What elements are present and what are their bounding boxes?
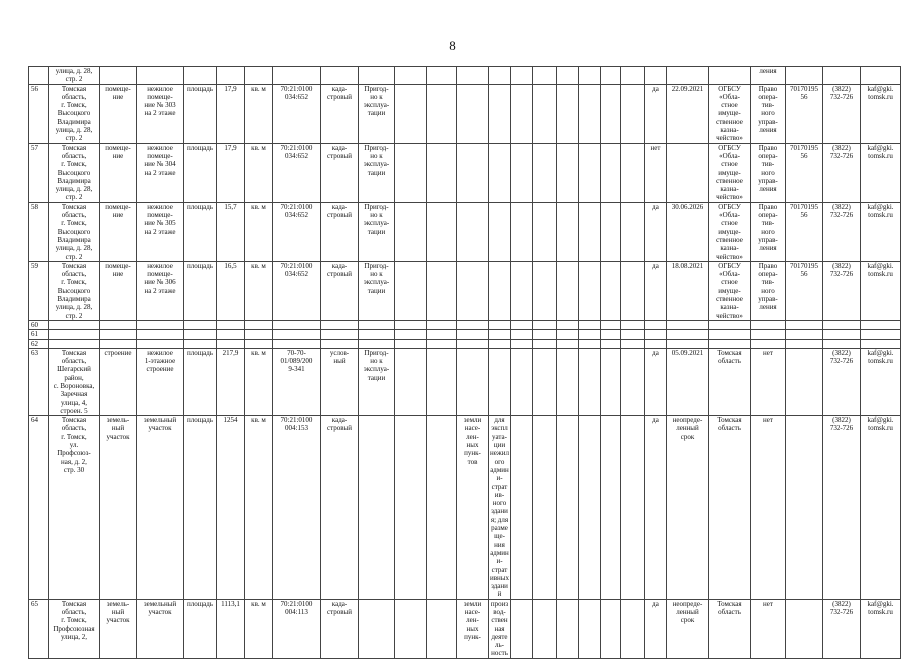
cell-condition bbox=[359, 416, 395, 600]
cell-empty bbox=[533, 143, 557, 202]
cell-empty bbox=[273, 330, 321, 339]
cell-right-type: Право опера- тив- ного управ- ления bbox=[751, 84, 786, 143]
cell-empty bbox=[601, 143, 621, 202]
table-row bbox=[29, 143, 901, 202]
cell-empty bbox=[751, 339, 786, 348]
cell-address: Томская область, г. Томск, Высоцкого Владимира улица, д. 28, стр. 2 bbox=[49, 261, 100, 320]
cell-encumbrance: да bbox=[645, 261, 667, 320]
cell-value: 217,9 bbox=[217, 348, 245, 415]
cell-empty bbox=[245, 320, 273, 329]
table-row bbox=[29, 84, 901, 143]
cell-empty bbox=[601, 202, 621, 261]
cell-empty bbox=[511, 261, 533, 320]
cell-encumbrance: да bbox=[645, 416, 667, 600]
cell-empty bbox=[359, 330, 395, 339]
cell-empty bbox=[184, 330, 217, 339]
cell-number-type: када- стровый bbox=[321, 416, 359, 600]
table-row bbox=[29, 202, 901, 261]
cell-empty bbox=[533, 320, 557, 329]
cell-holder: ОГБСУ «Обла- стное имуще- ственное казна- чейство» bbox=[709, 261, 751, 320]
cell-empty bbox=[621, 202, 645, 261]
cell-empty bbox=[533, 339, 557, 348]
cell-empty bbox=[457, 330, 489, 339]
cell-unit: кв. м bbox=[245, 348, 273, 415]
cell-empty bbox=[395, 143, 427, 202]
cell-empty bbox=[621, 261, 645, 320]
cell-empty bbox=[533, 261, 557, 320]
cell-empty bbox=[427, 416, 457, 600]
cell-holder: Томская область bbox=[709, 599, 751, 658]
cell-cadastral-number: 70:21:0100 004:113 bbox=[273, 599, 321, 658]
cell-empty bbox=[489, 339, 511, 348]
cell-right-type: нет bbox=[751, 599, 786, 658]
cell-empty bbox=[579, 348, 601, 415]
cell-term: 30.06.2026 bbox=[667, 202, 709, 261]
cell-empty bbox=[100, 320, 137, 329]
cell-empty bbox=[395, 320, 427, 329]
cell-permitted-use bbox=[489, 84, 511, 143]
cell-empty bbox=[457, 320, 489, 329]
cell-land-category bbox=[457, 348, 489, 415]
cell-inn: 70170195 56 bbox=[786, 261, 823, 320]
cell-permitted-use bbox=[489, 348, 511, 415]
cell-email: kaf@gki. tomsk.ru bbox=[861, 348, 901, 415]
cell-email: kaf@gki. tomsk.ru bbox=[861, 416, 901, 600]
cell-empty bbox=[427, 261, 457, 320]
cell-number-type: када- стровый bbox=[321, 599, 359, 658]
cell-encumbrance: да bbox=[645, 348, 667, 415]
cell-object-type: помеще- ние bbox=[100, 202, 137, 261]
cell-empty bbox=[427, 84, 457, 143]
cell-permitted-use bbox=[489, 202, 511, 261]
cell-empty bbox=[427, 599, 457, 658]
cell-email: kaf@gki. tomsk.ru bbox=[861, 84, 901, 143]
cell-empty bbox=[395, 339, 427, 348]
cell-inn bbox=[786, 599, 823, 658]
cell-empty bbox=[137, 330, 184, 339]
cell-unit: кв. м bbox=[245, 202, 273, 261]
cell-email: kaf@gki. tomsk.ru bbox=[861, 261, 901, 320]
cell-empty bbox=[245, 339, 273, 348]
cell-empty bbox=[137, 320, 184, 329]
cell-empty bbox=[579, 599, 601, 658]
cell-empty bbox=[557, 202, 579, 261]
cell-empty bbox=[621, 84, 645, 143]
cell-object-type: строение bbox=[100, 348, 137, 415]
cell-empty bbox=[533, 84, 557, 143]
cell-empty bbox=[321, 320, 359, 329]
cell-name: земельный участок bbox=[137, 416, 184, 600]
cell-empty bbox=[579, 320, 601, 329]
cell-number: 57 bbox=[29, 143, 49, 202]
cell-empty bbox=[511, 143, 533, 202]
cell-object-type: помеще- ние bbox=[100, 261, 137, 320]
cell-holder: Томская область bbox=[709, 416, 751, 600]
cell-empty bbox=[359, 339, 395, 348]
cell-encumbrance: да bbox=[645, 599, 667, 658]
cell-object-type: земель- ный участок bbox=[100, 416, 137, 600]
cell-inn bbox=[786, 348, 823, 415]
table-row-empty bbox=[29, 330, 901, 339]
cell-empty bbox=[427, 339, 457, 348]
cell-address: Томская область, г. Томск, Профсоюзная улица, 2, bbox=[49, 599, 100, 658]
cell-empty bbox=[321, 339, 359, 348]
cell-empty bbox=[184, 339, 217, 348]
cell-address: Томская область, г. Томск, Высоцкого Владимира улица, д. 28, стр. 2 bbox=[49, 143, 100, 202]
cell-number: 62 bbox=[29, 339, 49, 348]
cell-number: 59 bbox=[29, 261, 49, 320]
cell-encumbrance: нет bbox=[645, 143, 667, 202]
cell-unit: кв. м bbox=[245, 599, 273, 658]
cell-empty bbox=[489, 330, 511, 339]
cell-empty bbox=[395, 202, 427, 261]
cell-object-type: помеще- ние bbox=[100, 84, 137, 143]
cell-name: нежилое помеще- ние № 303 на 2 этаже bbox=[137, 84, 184, 143]
cell-empty bbox=[601, 339, 621, 348]
cell-empty bbox=[49, 339, 100, 348]
cell-email: kaf@gki. tomsk.ru bbox=[861, 143, 901, 202]
cell-empty bbox=[427, 330, 457, 339]
cell-empty bbox=[601, 330, 621, 339]
cell-empty bbox=[557, 599, 579, 658]
cell-permitted-use: для эксплуата- ции нежилого админи- стратив- ного здания; для размеще- ния админи- стративных зданий bbox=[490, 416, 510, 599]
cell-condition: Пригод- но к эксплуа- тации bbox=[359, 84, 395, 143]
cell-empty bbox=[823, 330, 861, 339]
cell-value: 1113,1 bbox=[217, 599, 245, 658]
cell-value: 15,7 bbox=[217, 202, 245, 261]
cell-param-type: площадь bbox=[184, 261, 217, 320]
cell-land-category bbox=[457, 261, 489, 320]
cell-condition: Пригод- но к эксплуа- тации bbox=[359, 202, 395, 261]
table-body bbox=[29, 67, 901, 659]
cell-empty bbox=[601, 261, 621, 320]
cell-number: 63 bbox=[29, 348, 49, 415]
cell-empty bbox=[601, 599, 621, 658]
cell-param-type: площадь bbox=[184, 202, 217, 261]
cell-empty bbox=[395, 261, 427, 320]
cell-empty bbox=[786, 330, 823, 339]
cell-empty bbox=[645, 320, 667, 329]
cell-empty bbox=[511, 348, 533, 415]
cell-empty bbox=[273, 339, 321, 348]
cell-right-type: Право опера- тив- ного управ- ления bbox=[751, 143, 786, 202]
cell-empty bbox=[579, 416, 601, 600]
cell-phone: (3822) 732-726 bbox=[823, 348, 861, 415]
cell-empty bbox=[579, 202, 601, 261]
cell-param-type: площадь bbox=[184, 143, 217, 202]
cell-phone: (3822) 732-726 bbox=[823, 261, 861, 320]
cell-empty bbox=[709, 330, 751, 339]
cell-empty bbox=[823, 320, 861, 329]
cell-empty bbox=[861, 339, 901, 348]
cell-condition: Пригод- но к эксплуа- тации bbox=[359, 348, 395, 415]
cell-empty bbox=[217, 339, 245, 348]
cell-empty bbox=[579, 339, 601, 348]
cell-empty bbox=[533, 416, 557, 600]
cell-empty bbox=[49, 330, 100, 339]
table-row-continuation bbox=[29, 67, 901, 85]
cell-right-type: ления bbox=[751, 67, 786, 85]
cell-empty bbox=[137, 339, 184, 348]
cell-empty bbox=[709, 320, 751, 329]
cell-empty bbox=[427, 202, 457, 261]
cell-empty bbox=[511, 202, 533, 261]
cell-phone: (3822) 732-726 bbox=[823, 599, 861, 658]
cell-condition bbox=[359, 599, 395, 658]
cell-empty bbox=[645, 330, 667, 339]
cell-cadastral-number: 70:21:0100 034:652 bbox=[273, 261, 321, 320]
cell-name: нежилое помеще- ние № 305 на 2 этаже bbox=[137, 202, 184, 261]
table-row bbox=[29, 261, 901, 320]
cell-empty bbox=[395, 416, 427, 600]
cell-empty bbox=[557, 84, 579, 143]
cell-number-type: када- стровый bbox=[321, 84, 359, 143]
cell-empty bbox=[427, 320, 457, 329]
cell-empty bbox=[579, 261, 601, 320]
cell-email: kaf@gki. tomsk.ru bbox=[861, 599, 901, 658]
cell-number: 58 bbox=[29, 202, 49, 261]
cell-holder: ОГБСУ «Обла- стное имуще- ственное казна- чейство» bbox=[709, 202, 751, 261]
cell-empty bbox=[645, 339, 667, 348]
cell-value: 1254 bbox=[217, 416, 245, 600]
cell-empty bbox=[601, 84, 621, 143]
cell-permitted-use: производ- ственная деятель- ность bbox=[489, 599, 511, 658]
cell-empty bbox=[557, 348, 579, 415]
table-row bbox=[29, 599, 901, 658]
table-row-empty bbox=[29, 339, 901, 348]
cell-number: 64 bbox=[29, 416, 49, 600]
cell-cadastral-number: 70:21:0100 034:652 bbox=[273, 84, 321, 143]
cell-number-type: када- стровый bbox=[321, 202, 359, 261]
cell-param-type: площадь bbox=[184, 416, 217, 600]
cell-address: улица, д. 28, стр. 2 bbox=[49, 67, 100, 85]
cell-empty bbox=[395, 330, 427, 339]
cell-object-type: помеще- ние bbox=[100, 143, 137, 202]
cell-number: 65 bbox=[29, 599, 49, 658]
cell-name: нежилое помеще- ние № 306 на 2 этаже bbox=[137, 261, 184, 320]
cell-holder: ОГБСУ «Обла- стное имуще- ственное казна- чейство» bbox=[709, 143, 751, 202]
cell-condition: Пригод- но к эксплуа- тации bbox=[359, 261, 395, 320]
cell-empty bbox=[184, 320, 217, 329]
cell-empty bbox=[751, 330, 786, 339]
cell-param-type: площадь bbox=[184, 84, 217, 143]
cell-permitted-use bbox=[489, 261, 511, 320]
cell-empty bbox=[427, 143, 457, 202]
cell-empty bbox=[786, 320, 823, 329]
cell-unit: кв. м bbox=[245, 143, 273, 202]
cell-name: нежилое помеще- ние № 304 на 2 этаже bbox=[137, 143, 184, 202]
cell-phone: (3822) 732-726 bbox=[823, 84, 861, 143]
cell-empty bbox=[667, 330, 709, 339]
cell-empty bbox=[395, 599, 427, 658]
cell-email: kaf@gki. tomsk.ru bbox=[861, 202, 901, 261]
cell-empty bbox=[395, 348, 427, 415]
cell-name: нежилое 1-этажное строение bbox=[137, 348, 184, 415]
cell-address: Томская область, г. Томск, Высоцкого Владимира улица, д. 28, стр. 2 bbox=[49, 202, 100, 261]
cell-term: неопреде- ленный срок bbox=[667, 416, 709, 600]
cell-inn bbox=[786, 416, 823, 600]
cell-empty bbox=[621, 320, 645, 329]
cell-empty bbox=[100, 339, 137, 348]
cell-empty bbox=[557, 320, 579, 329]
cell-empty bbox=[489, 320, 511, 329]
cell-number: 56 bbox=[29, 84, 49, 143]
cell-empty bbox=[621, 348, 645, 415]
page-number: 8 bbox=[449, 38, 456, 53]
cell-empty bbox=[621, 339, 645, 348]
cell-address: Томская область, г. Томск, Высоцкого Владимира улица, д. 28, стр. 2 bbox=[49, 84, 100, 143]
cell-number: 60 bbox=[29, 320, 49, 329]
cell-address: Томская область, Шегарский район, с. Вороновка, Заречная улица, 4, строен. 5 bbox=[49, 348, 100, 415]
cell-land-category bbox=[457, 202, 489, 261]
cell-right-type: Право опера- тив- ного управ- ления bbox=[751, 202, 786, 261]
cell-phone: (3822) 732-726 bbox=[823, 202, 861, 261]
cell-empty bbox=[359, 320, 395, 329]
cell-empty bbox=[217, 330, 245, 339]
cell-empty bbox=[273, 320, 321, 329]
cell-empty bbox=[621, 143, 645, 202]
cell-phone: (3822) 732-726 bbox=[823, 416, 861, 600]
cell-empty bbox=[709, 339, 751, 348]
cell-empty bbox=[100, 330, 137, 339]
cell-land-category: земли насе- лен- ных пунк- bbox=[457, 599, 489, 658]
cell-empty bbox=[511, 330, 533, 339]
cell-empty bbox=[601, 416, 621, 600]
cell-term: неопреде- ленный срок bbox=[667, 599, 709, 658]
cell-inn: 70170195 56 bbox=[786, 143, 823, 202]
cell-right-type: Право опера- тив- ного управ- ления bbox=[751, 261, 786, 320]
cell-param-type: площадь bbox=[184, 348, 217, 415]
cell-empty bbox=[557, 143, 579, 202]
cell-empty bbox=[511, 320, 533, 329]
cell-condition: Пригод- но к эксплуа- тации bbox=[359, 143, 395, 202]
cell-number-type: када- стровый bbox=[321, 261, 359, 320]
cell-empty bbox=[621, 416, 645, 600]
cell-land-category bbox=[457, 143, 489, 202]
cell-term: 05.09.2021 bbox=[667, 348, 709, 415]
cell-unit: кв. м bbox=[245, 416, 273, 600]
cell-unit: кв. м bbox=[245, 84, 273, 143]
cell-empty bbox=[621, 330, 645, 339]
cell-address: Томская область, г. Томск, ул. Профсоюз- ная, д. 2, стр. 30 bbox=[49, 416, 100, 600]
cell-value: 17,9 bbox=[217, 84, 245, 143]
cell-empty bbox=[667, 320, 709, 329]
cell-empty bbox=[861, 320, 901, 329]
table-row bbox=[29, 348, 901, 415]
cell-encumbrance: да bbox=[645, 202, 667, 261]
cell-empty bbox=[557, 261, 579, 320]
cell-empty bbox=[557, 330, 579, 339]
property-register-table bbox=[28, 66, 901, 659]
cell-cadastral-number: 70:21:0100 034:652 bbox=[273, 202, 321, 261]
cell-unit: кв. м bbox=[245, 261, 273, 320]
cell-empty bbox=[511, 416, 533, 600]
cell-empty bbox=[533, 202, 557, 261]
cell-empty bbox=[621, 599, 645, 658]
cell-empty bbox=[557, 339, 579, 348]
cell-object-type: земель- ный участок bbox=[100, 599, 137, 658]
cell-empty bbox=[511, 599, 533, 658]
table-row-empty bbox=[29, 320, 901, 329]
cell-land-category bbox=[457, 84, 489, 143]
cell-empty bbox=[861, 330, 901, 339]
cell-empty bbox=[217, 320, 245, 329]
cell-empty bbox=[49, 320, 100, 329]
cell-holder: ОГБСУ «Обла- стное имуще- ственное казна- чейство» bbox=[709, 84, 751, 143]
cell-empty bbox=[533, 599, 557, 658]
cell-value: 16,5 bbox=[217, 261, 245, 320]
cell-empty bbox=[557, 416, 579, 600]
cell-empty bbox=[786, 339, 823, 348]
cell-empty bbox=[823, 339, 861, 348]
cell-cadastral-number: 70:21:0100 004:153 bbox=[273, 416, 321, 600]
cell-empty bbox=[511, 339, 533, 348]
cell-holder: Томская область bbox=[709, 348, 751, 415]
cell-term bbox=[667, 143, 709, 202]
table-row bbox=[29, 416, 901, 600]
cell-number: 61 bbox=[29, 330, 49, 339]
cell-right-type: нет bbox=[751, 348, 786, 415]
cell-empty bbox=[511, 84, 533, 143]
cell-land-category: земли насе- лен- ных пунк- тов bbox=[457, 416, 489, 600]
cell-value: 17,9 bbox=[217, 143, 245, 202]
cell-empty bbox=[579, 143, 601, 202]
cell-empty bbox=[533, 330, 557, 339]
cell-term: 22.09.2021 bbox=[667, 84, 709, 143]
cell-empty bbox=[601, 320, 621, 329]
cell-phone: (3822) 732-726 bbox=[823, 143, 861, 202]
cell-empty bbox=[457, 339, 489, 348]
cell-param-type: площадь bbox=[184, 599, 217, 658]
cell-inn: 70170195 56 bbox=[786, 202, 823, 261]
cell-encumbrance: да bbox=[645, 84, 667, 143]
cell-number-type: када- стровый bbox=[321, 143, 359, 202]
cell-empty bbox=[533, 348, 557, 415]
cell-empty bbox=[667, 339, 709, 348]
cell-name: земельный участок bbox=[137, 599, 184, 658]
cell-empty bbox=[751, 320, 786, 329]
cell-number-type: услов- ный bbox=[321, 348, 359, 415]
cell-empty bbox=[321, 330, 359, 339]
cell-term: 18.08.2021 bbox=[667, 261, 709, 320]
cell-cadastral-number: 70-70- 01/089/200 9-341 bbox=[273, 348, 321, 415]
cell-permitted-use bbox=[489, 143, 511, 202]
cell-right-type: нет bbox=[751, 416, 786, 600]
cell-cadastral-number: 70:21:0100 034:652 bbox=[273, 143, 321, 202]
cell-empty bbox=[601, 348, 621, 415]
cell-inn: 70170195 56 bbox=[786, 84, 823, 143]
cell-empty bbox=[579, 84, 601, 143]
cell-empty bbox=[427, 348, 457, 415]
cell-empty bbox=[579, 330, 601, 339]
cell-empty bbox=[245, 330, 273, 339]
cell-empty bbox=[395, 84, 427, 143]
